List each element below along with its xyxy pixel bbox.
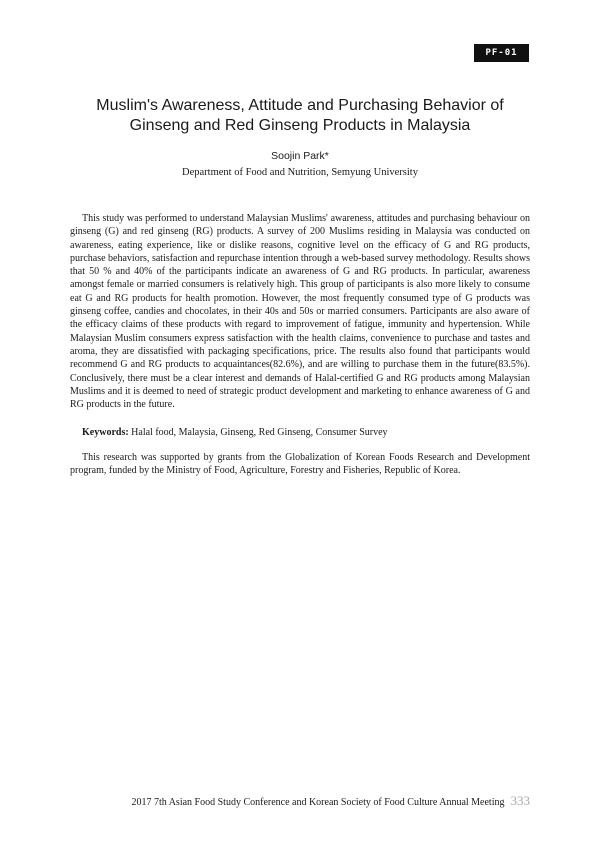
- paper-title-line-2: Ginseng and Red Ginseng Products in Malaysia: [129, 117, 471, 134]
- paper-title: [70, 96, 530, 136]
- keywords-line: [70, 426, 530, 439]
- page-number: 333: [510, 793, 530, 808]
- session-badge: PF-01: [474, 44, 529, 62]
- abstract-body: This study was performed to understand Malaysian Muslims' awareness, attitudes and purchasing behaviour on ginseng (G) and red ginseng (RG) products. A survey of 200 Muslims residing in Malaysia was conducted on awareness, eating experience, like or dislike reasons, cognitive level on the efficacy of G and RG products, purchase behaviors, satisfaction and repurchase intention through a web-based survey methodology. Results shows that 50 % and 40% of the participants indicate an awareness of G and RG products. In particular, awareness amongst female or married consumers is relatively high. This group of participants is also more likely to consume eat G and RG products for health promotion. However, the most frequently consumed type of G products was ginseng coffee, candies and chocolates, in their 40s and 50s or married consumers. Participants are also aware of the efficacy claims of these products with regard to improvement of fatigue, immunity and hypertension. While Malaysian Muslim consumers express satisfaction with the health claims, convenience to purchase and tastes and aroma, they are dissatisfied with packaging specifications, price. The results also found that participants would recommend G and RG products to acquaintances(82.6%), and are willing to purchase them in the future(83.5%). Conclusively, there must be a clear interest and demands of Halal-certified G and RG products among Malaysian Muslims and it is deemed to need of strategic product development and marketing to enhance awareness of G and RG products in the future.: [70, 213, 530, 411]
- paper-title-line-1: Muslim's Awareness, Attitude and Purchasing Behavior of: [96, 97, 504, 114]
- keywords-label: Keywords:: [82, 427, 129, 438]
- footer-conference-name: 2017 7th Asian Food Study Conference and Korean Society of Food Culture Annual Meeting: [131, 797, 505, 808]
- author-affiliation: Department of Food and Nutrition, Semyung University: [182, 167, 418, 178]
- page-footer: [70, 793, 530, 809]
- funding-acknowledgement: This research was supported by grants from the Globalization of Korean Foods Research and Development program, funded by the Ministry of Food, Agriculture, Forestry and Fisheries, Republic of Korea.: [70, 452, 530, 477]
- keywords-text: Halal food, Malaysia, Ginseng, Red Ginseng, Consumer Survey: [131, 427, 388, 438]
- author-name: Soojin Park*: [271, 150, 329, 162]
